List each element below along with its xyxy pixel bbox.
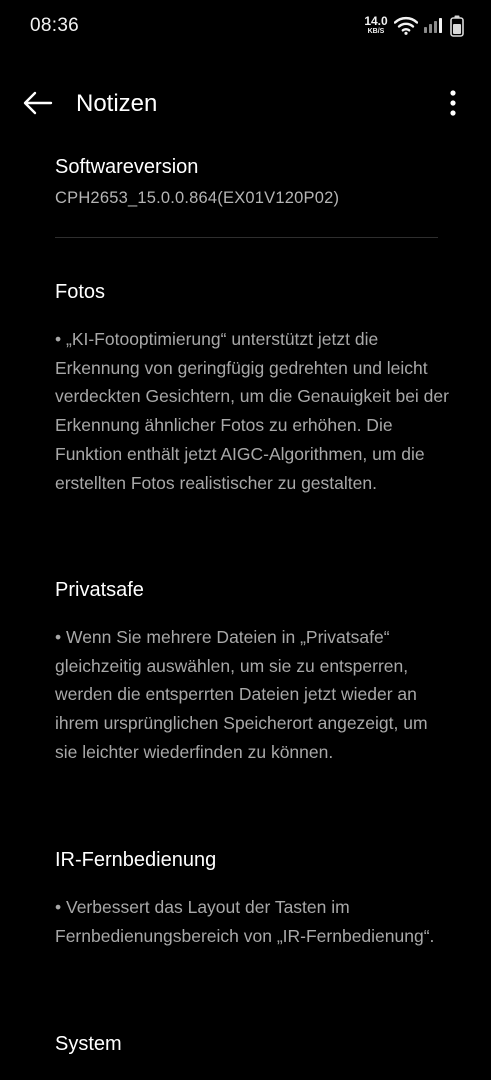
section-title-system: System — [55, 1033, 122, 1055]
status-time: 08:36 — [30, 15, 80, 36]
software-version-label: Softwareversion — [55, 156, 199, 178]
battery-icon — [450, 15, 464, 37]
back-button[interactable] — [18, 85, 58, 121]
wifi-icon — [394, 16, 418, 35]
software-version-value: CPH2653_15.0.0.864(EX01V120P02) — [55, 189, 340, 207]
signal-icon — [423, 17, 443, 34]
section-title-fotos: Fotos — [55, 281, 106, 303]
network-speed-unit: KB/S — [367, 28, 385, 35]
arrow-left-icon — [23, 91, 53, 115]
section-title-ir-fernbedienung: IR-Fernbedienung — [55, 849, 217, 871]
app-bar — [0, 70, 491, 136]
network-speed-indicator — [362, 15, 390, 35]
section-text-privatsafe: • Wenn Sie mehrere Dateien in „Privatsafe“ gleichzeitig auswählen, um sie zu entsperren, werden die entsperrten Dateien jetzt wieder an ihrem ursprünglichen Speicherort angezeigt, um sie leichter wiederfinden zu können. — [55, 627, 428, 762]
section-text-fotos: • „KI-Fotooptimierung“ unterstützt jetzt die Erkennung von geringfügig gedrehten und leicht verdeckten Gesichtern, um die Genauigkeit bei der Erkennung ähnlicher Fotos zu erhöhen. Die Funktion enthält jetzt AIGC-Algorithmen, um die erstellten Fotos realistischer zu gestalten. — [55, 329, 449, 493]
more-vertical-icon — [449, 89, 457, 117]
network-speed-value: 14.0 — [364, 14, 388, 28]
status-bar — [0, 0, 491, 54]
divider — [55, 237, 438, 238]
page-title: Notizen — [76, 90, 158, 117]
section-text-ir-fernbedienung: • Verbessert das Layout der Tasten im Fernbedienungsbereich von „IR-Fernbedienung“. — [55, 897, 435, 946]
section-title-privatsafe: Privatsafe — [55, 579, 144, 601]
more-options-button[interactable] — [436, 85, 470, 121]
